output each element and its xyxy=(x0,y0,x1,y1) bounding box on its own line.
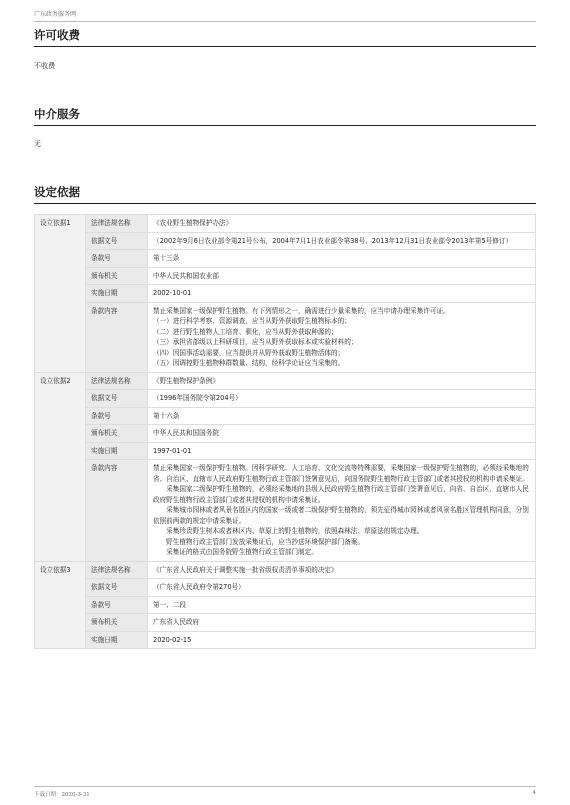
basis-group-label: 设立依据3 xyxy=(35,561,86,649)
basis-field-key: 条款号 xyxy=(86,250,148,268)
basis-row xyxy=(35,631,536,649)
basis-field-value: （1996年国务院令第204号） xyxy=(148,390,536,408)
basis-field-key: 颁布机关 xyxy=(86,614,148,632)
basis-row xyxy=(35,372,536,390)
basis-field-value: 第一、二段 xyxy=(148,596,536,614)
site-name: 广东政务服务网 xyxy=(34,11,77,18)
basis-table xyxy=(34,214,536,649)
basis-field-value: 第十六条 xyxy=(148,407,536,425)
section-title-basis: 设定依据 xyxy=(34,184,536,204)
basis-field-value: 1997-01-01 xyxy=(148,442,536,460)
basis-field-key: 实施日期 xyxy=(86,442,148,460)
page-footer xyxy=(34,786,536,798)
basis-group-label: 设立依据2 xyxy=(35,372,86,561)
agency-text: 无 xyxy=(34,140,41,148)
basis-field-value: 禁止采集国家一级保护野生植物。有下列情形之一，确需进行少量采集的，应当申请办理采集许可证。 （一）进行科学考察、资源调查，应当从野外获取野生植物标本的； （二）进行野生植物人工培育、驯化，应当从野外获取种源的； （三）承担省部级以上科研项目，应当从野外获取标本或实验材料的； （四）因国事活动需要，应当提供并从野外获取野生植物活体的； （五）因调控野生植物种群数量、结构，经科学论证应当采集的。 xyxy=(148,302,536,372)
basis-field-key: 颁布机关 xyxy=(86,267,148,285)
basis-field-value: （2002年9月6日农业部令第21号公布，2004年7月1日农业部令第38号、2013年12月31日农业部令2013年第5号修订） xyxy=(148,232,536,250)
page-number: 4 xyxy=(532,790,536,796)
basis-row xyxy=(35,285,536,303)
basis-field-value: （广东省人民政府令第270号） xyxy=(148,579,536,597)
basis-field-key: 依据文号 xyxy=(86,579,148,597)
section-title-agency: 中介服务 xyxy=(34,106,536,126)
basis-field-value: 《野生植物保护条例》 xyxy=(148,372,536,390)
basis-field-value: 2020-02-15 xyxy=(148,631,536,649)
basis-field-key: 依据文号 xyxy=(86,232,148,250)
basis-row xyxy=(35,460,536,562)
basis-field-value: 中华人民共和国农业部 xyxy=(148,267,536,285)
basis-field-value: 广东省人民政府 xyxy=(148,614,536,632)
basis-field-key: 颁布机关 xyxy=(86,425,148,443)
basis-row xyxy=(35,596,536,614)
basis-field-key: 法律法规名称 xyxy=(86,215,148,233)
basis-field-key: 条款号 xyxy=(86,407,148,425)
basis-row xyxy=(35,390,536,408)
basis-field-key: 条款内容 xyxy=(86,460,148,562)
basis-row xyxy=(35,425,536,443)
fee-text: 不收费 xyxy=(34,62,55,70)
basis-row xyxy=(35,215,536,233)
basis-field-value: 《农业野生植物保护办法》 xyxy=(148,215,536,233)
basis-group-label: 设立依据1 xyxy=(35,215,86,373)
basis-field-key: 依据文号 xyxy=(86,390,148,408)
section-title-fee: 许可收费 xyxy=(34,27,536,47)
basis-row xyxy=(35,407,536,425)
basis-field-value: 《广东省人民政府关于调整实施一批省级权责清单事项的决定》 xyxy=(148,561,536,579)
basis-field-value: 第十三条 xyxy=(148,250,536,268)
basis-row xyxy=(35,232,536,250)
basis-row xyxy=(35,267,536,285)
basis-field-key: 法律法规名称 xyxy=(86,372,148,390)
site-header xyxy=(34,9,536,22)
basis-field-key: 实施日期 xyxy=(86,285,148,303)
basis-field-key: 条款号 xyxy=(86,596,148,614)
basis-field-key: 条款内容 xyxy=(86,302,148,372)
basis-field-key: 实施日期 xyxy=(86,631,148,649)
basis-row xyxy=(35,614,536,632)
basis-row xyxy=(35,250,536,268)
basis-row xyxy=(35,561,536,579)
basis-field-value: 2002-10-01 xyxy=(148,285,536,303)
basis-field-key: 法律法规名称 xyxy=(86,561,148,579)
basis-field-value: 中华人民共和国国务院 xyxy=(148,425,536,443)
basis-row xyxy=(35,302,536,372)
basis-row xyxy=(35,442,536,460)
basis-row xyxy=(35,579,536,597)
download-date: 下载日期：2020-3-31 xyxy=(34,792,90,798)
basis-field-value: 禁止采集国家一级保护野生植物。因科学研究、人工培育、文化交流等特殊需要，采集国家一级保护野生植物的，必须经采集地的省、自治区、直辖市人民政府野生植物行政主管部门签署意见后，向国务院野生植物行政主管部门或者其授权的机构申请采集证。 采集国家二级保护野生植物的，必须经采集地的县级人民政府野生植物行政主管部门签署意见后，向省、自治区、直辖市人民政府野生植物行政主管部门或者其授权的机构申请采集证。 采集城市园林或者风景名胜区内的国家一级或者二级保护野生植物的，须先征得城市园林或者风景名胜区管理机构同意，分别依照前两款的规定申请采集证。 采集珍贵野生树木或者林区内、草原上的野生植物的，依照森林法、草原法的规定办理。 野生植物行政主管部门发放采集证后，应当抄送环境保护部门备案。 采集证的格式由国务院野生植物行政主管部门制定。 xyxy=(148,460,536,562)
